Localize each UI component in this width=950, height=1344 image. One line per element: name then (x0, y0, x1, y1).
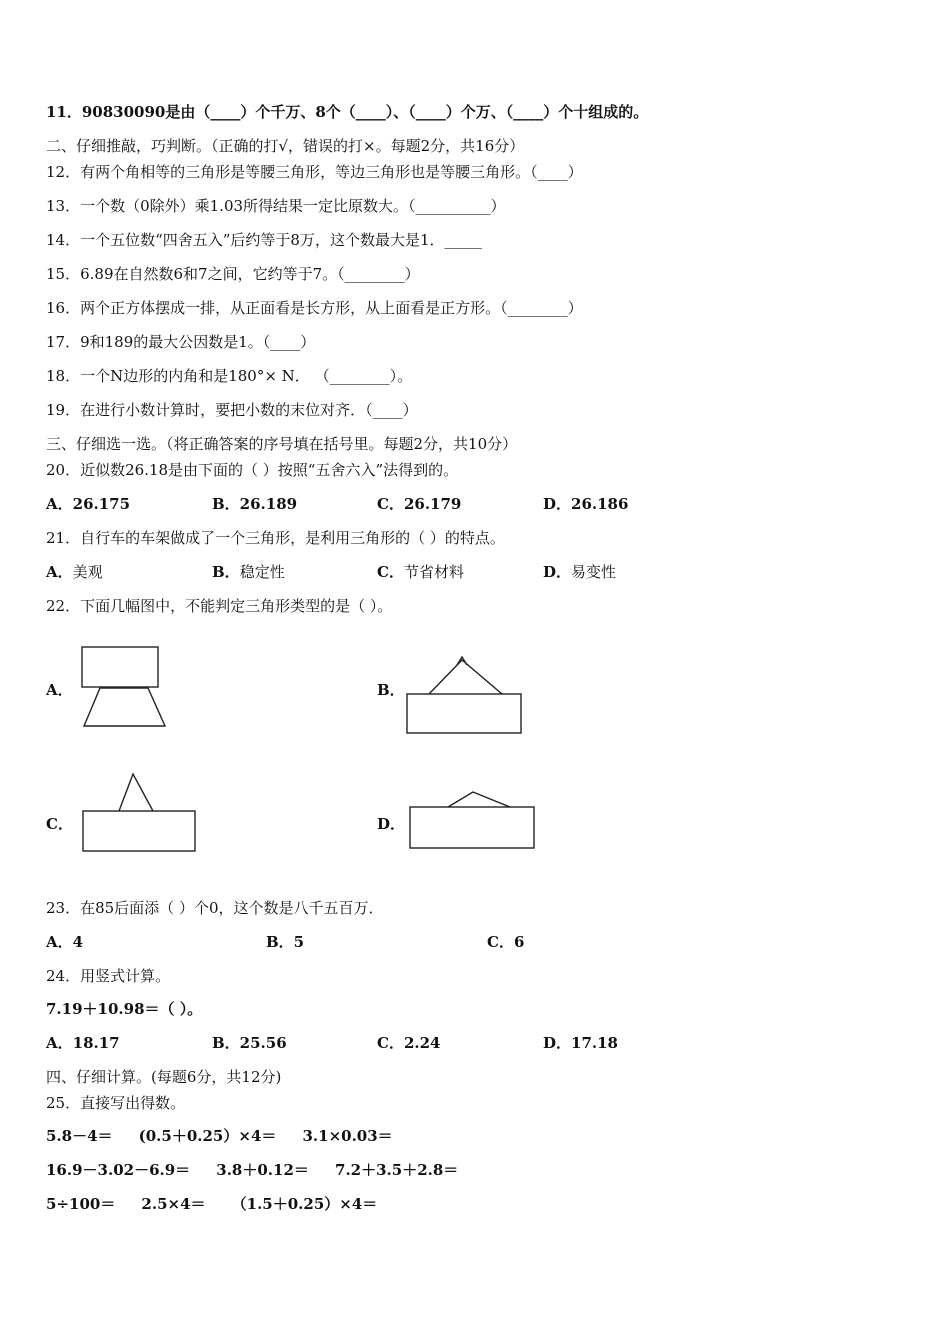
section-4-header: 四、仔细计算。(每题6分，共12分) (46, 1068, 282, 1086)
q21-option-a (46, 562, 103, 582)
question-20-stem: 20．近似数26.18是由下面的（ ）按照“五舍六入”法得到的。 (46, 461, 459, 479)
question-24-stem: 24．用竖式计算。 (46, 967, 171, 985)
question-14: 14．一个五位数“四舍五入”后约等于8万，这个数最大是1．_____ (46, 231, 483, 249)
q21-option-b (212, 562, 285, 582)
question-13: 13．一个数（0除外）乘1.03所得结果一定比原数大。（__________） (46, 197, 506, 215)
question-23-stem: 23．在85后面添（ ）个0，这个数是八千五百万． (46, 899, 384, 917)
question-17: 17．9和189的最大公因数是1。（____） (46, 333, 316, 351)
figure-b-rectangle (407, 694, 521, 733)
q20-option-a: A．26.175 (46, 495, 131, 513)
q22-label-b: B． (377, 681, 405, 699)
q22-figure-b (400, 652, 530, 740)
figure-c-rectangle (83, 811, 195, 851)
q21-option-c-letter: C． (377, 563, 404, 581)
q21-option-c (377, 562, 464, 582)
q21-option-d-text: 易变性 (571, 563, 617, 581)
figure-a-rectangle (82, 647, 158, 687)
question-18: 18．一个N边形的内角和是180°× N． （________）。 (46, 367, 413, 385)
q25-row-3: 5÷100＝ 2.5×4＝ （1.5＋0.25）×4＝ (46, 1195, 378, 1213)
q23-option-c: C．6 (487, 933, 525, 951)
question-12: 12．有两个角相等的三角形是等腰三角形，等边三角形也是等腰三角形。（____） (46, 163, 583, 181)
q22-figure-d (404, 786, 544, 856)
q21-option-c-text: 节省材料 (403, 563, 464, 581)
q22-label-d: D． (377, 815, 406, 833)
section-2-header: 二、仔细推敲，巧判断。（正确的打√，错误的打×。每题2分，共16分） (46, 137, 525, 155)
q24-option-d: D．17.18 (543, 1034, 618, 1052)
q24-option-a: A．18.17 (46, 1034, 120, 1052)
question-11: 11．90830090是由（____）个千万、8个（____）、（____）个万、（____）个十组成的。 (46, 103, 649, 121)
q21-option-a-text: 美观 (72, 563, 103, 581)
figure-a-trapezoid (84, 688, 165, 726)
q20-option-d: D．26.186 (543, 495, 629, 513)
q20-option-c: C．26.179 (377, 495, 462, 513)
q21-option-d-letter: D． (543, 563, 572, 581)
q21-option-b-letter: B． (212, 563, 240, 581)
figure-d-rectangle (410, 807, 534, 848)
q21-option-a-letter: A． (46, 563, 73, 581)
q24-option-b: B．25.56 (212, 1034, 287, 1052)
q25-row-1: 5.8－4＝ (0.5＋0.25）×4＝ 3.1×0.03＝ (46, 1127, 393, 1145)
q23-option-a: A．4 (46, 933, 84, 951)
question-21-stem: 21．自行车的车架做成了一个三角形，是利用三角形的（ ）的特点。 (46, 529, 505, 547)
q25-row-2: 16.9－3.02－6.9＝ 3.8＋0.12＝ 7.2＋3.5＋2.8＝ (46, 1161, 459, 1179)
question-24-expression: 7.19＋10.98＝（ ）。 (46, 1000, 203, 1018)
question-19: 19．在进行小数计算时，要把小数的末位对齐．（____） (46, 401, 418, 419)
figure-b-triangle (429, 660, 502, 694)
section-3-header: 三、仔细选一选。（将正确答案的序号填在括号里。每题2分，共10分） (46, 435, 518, 453)
q22-label-c: C． (46, 815, 73, 833)
question-22-stem: 22．下面几幅图中，不能判定三角形类型的是（ ）。 (46, 597, 393, 615)
q22-label-a: A． (46, 681, 73, 699)
q24-option-c: C．2.24 (377, 1034, 441, 1052)
question-15: 15．6.89在自然数6和7之间，它约等于7。（________） (46, 265, 420, 283)
q23-option-b: B．5 (266, 933, 305, 951)
question-16: 16．两个正方体摆成一排，从正面看是长方形，从上面看是正方形。（________） (46, 299, 583, 317)
question-25-stem: 25．直接写出得数。 (46, 1094, 186, 1112)
figure-c-triangle (119, 774, 153, 811)
q22-figure-c (78, 770, 203, 856)
figure-d-triangle (448, 792, 510, 807)
q20-option-b: B．26.189 (212, 495, 298, 513)
q21-option-d (543, 562, 616, 582)
q21-option-b-text: 稳定性 (239, 563, 285, 581)
q22-figure-a (76, 644, 176, 734)
